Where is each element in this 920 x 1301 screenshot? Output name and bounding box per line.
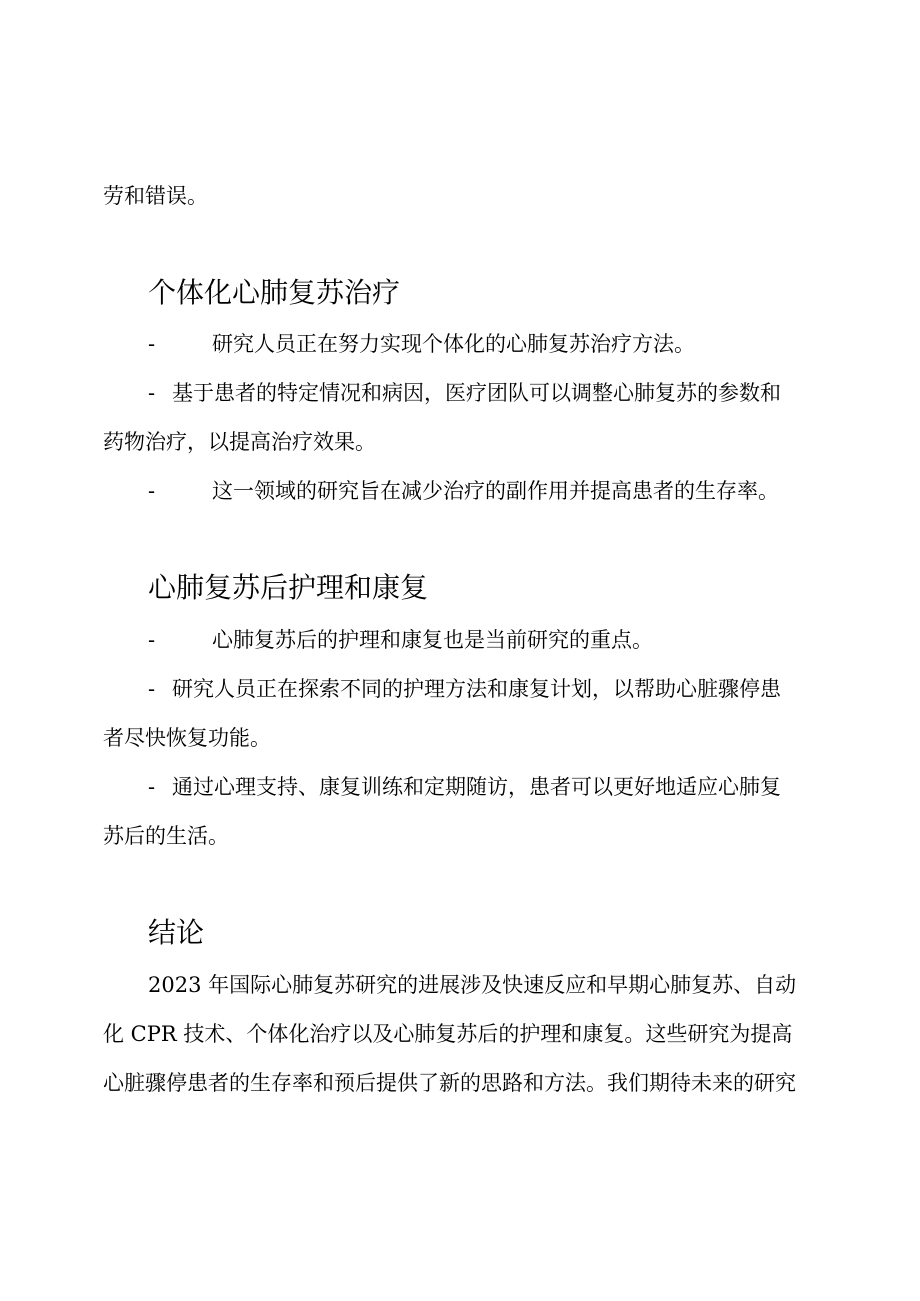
list-dash: - <box>148 332 156 356</box>
list-item <box>148 477 868 505</box>
paragraph-line: 化 CPR 技术、个体化治疗以及心肺复苏后的护理和康复。这些研究为提高 <box>103 1022 793 1046</box>
list-dash: - <box>148 677 156 701</box>
list-item <box>148 626 868 654</box>
list-item-text: 通过心理支持、康复训练和定期随访，患者可以更好地适应心肺复 <box>172 775 781 799</box>
list-dash: - <box>148 628 156 652</box>
list-item <box>148 379 868 407</box>
list-item-text: 基于患者的特定情况和病因，医疗团队可以调整心肺复苏的参数和 <box>172 381 781 405</box>
paragraph-line: 2023 年国际心肺复苏研究的进展涉及快速反应和早期心肺复苏、自动 <box>148 973 797 997</box>
list-item <box>148 675 868 703</box>
list-item <box>148 773 868 801</box>
section-heading-individualized-cpr: 个体化心肺复苏治疗 <box>148 276 401 309</box>
list-item-text: 这一领域的研究旨在减少治疗的副作用并提高患者的生存率。 <box>212 479 779 503</box>
section-heading-post-cpr-care: 心肺复苏后护理和康复 <box>148 571 429 604</box>
list-dash: - <box>148 479 156 503</box>
list-item-continuation: 苏后的生活。 <box>103 824 229 848</box>
list-dash: - <box>148 775 156 799</box>
list-dash: - <box>148 381 156 405</box>
section-heading-conclusion: 结论 <box>148 916 205 949</box>
list-item <box>148 330 868 358</box>
continuation-line: 劳和错误。 <box>103 184 208 208</box>
list-item-continuation: 药物治疗，以提高治疗效果。 <box>103 430 376 454</box>
list-item-text: 研究人员正在努力实现个体化的心肺复苏治疗方法。 <box>212 332 695 356</box>
paragraph-line: 心脏骤停患者的生存率和预后提供了新的思路和方法。我们期待未来的研究 <box>103 1071 796 1095</box>
list-item-text: 心肺复苏后的护理和康复也是当前研究的重点。 <box>212 628 653 652</box>
list-item-text: 研究人员正在探索不同的护理方法和康复计划，以帮助心脏骤停患 <box>172 677 781 701</box>
list-item-continuation: 者尽快恢复功能。 <box>103 726 271 750</box>
